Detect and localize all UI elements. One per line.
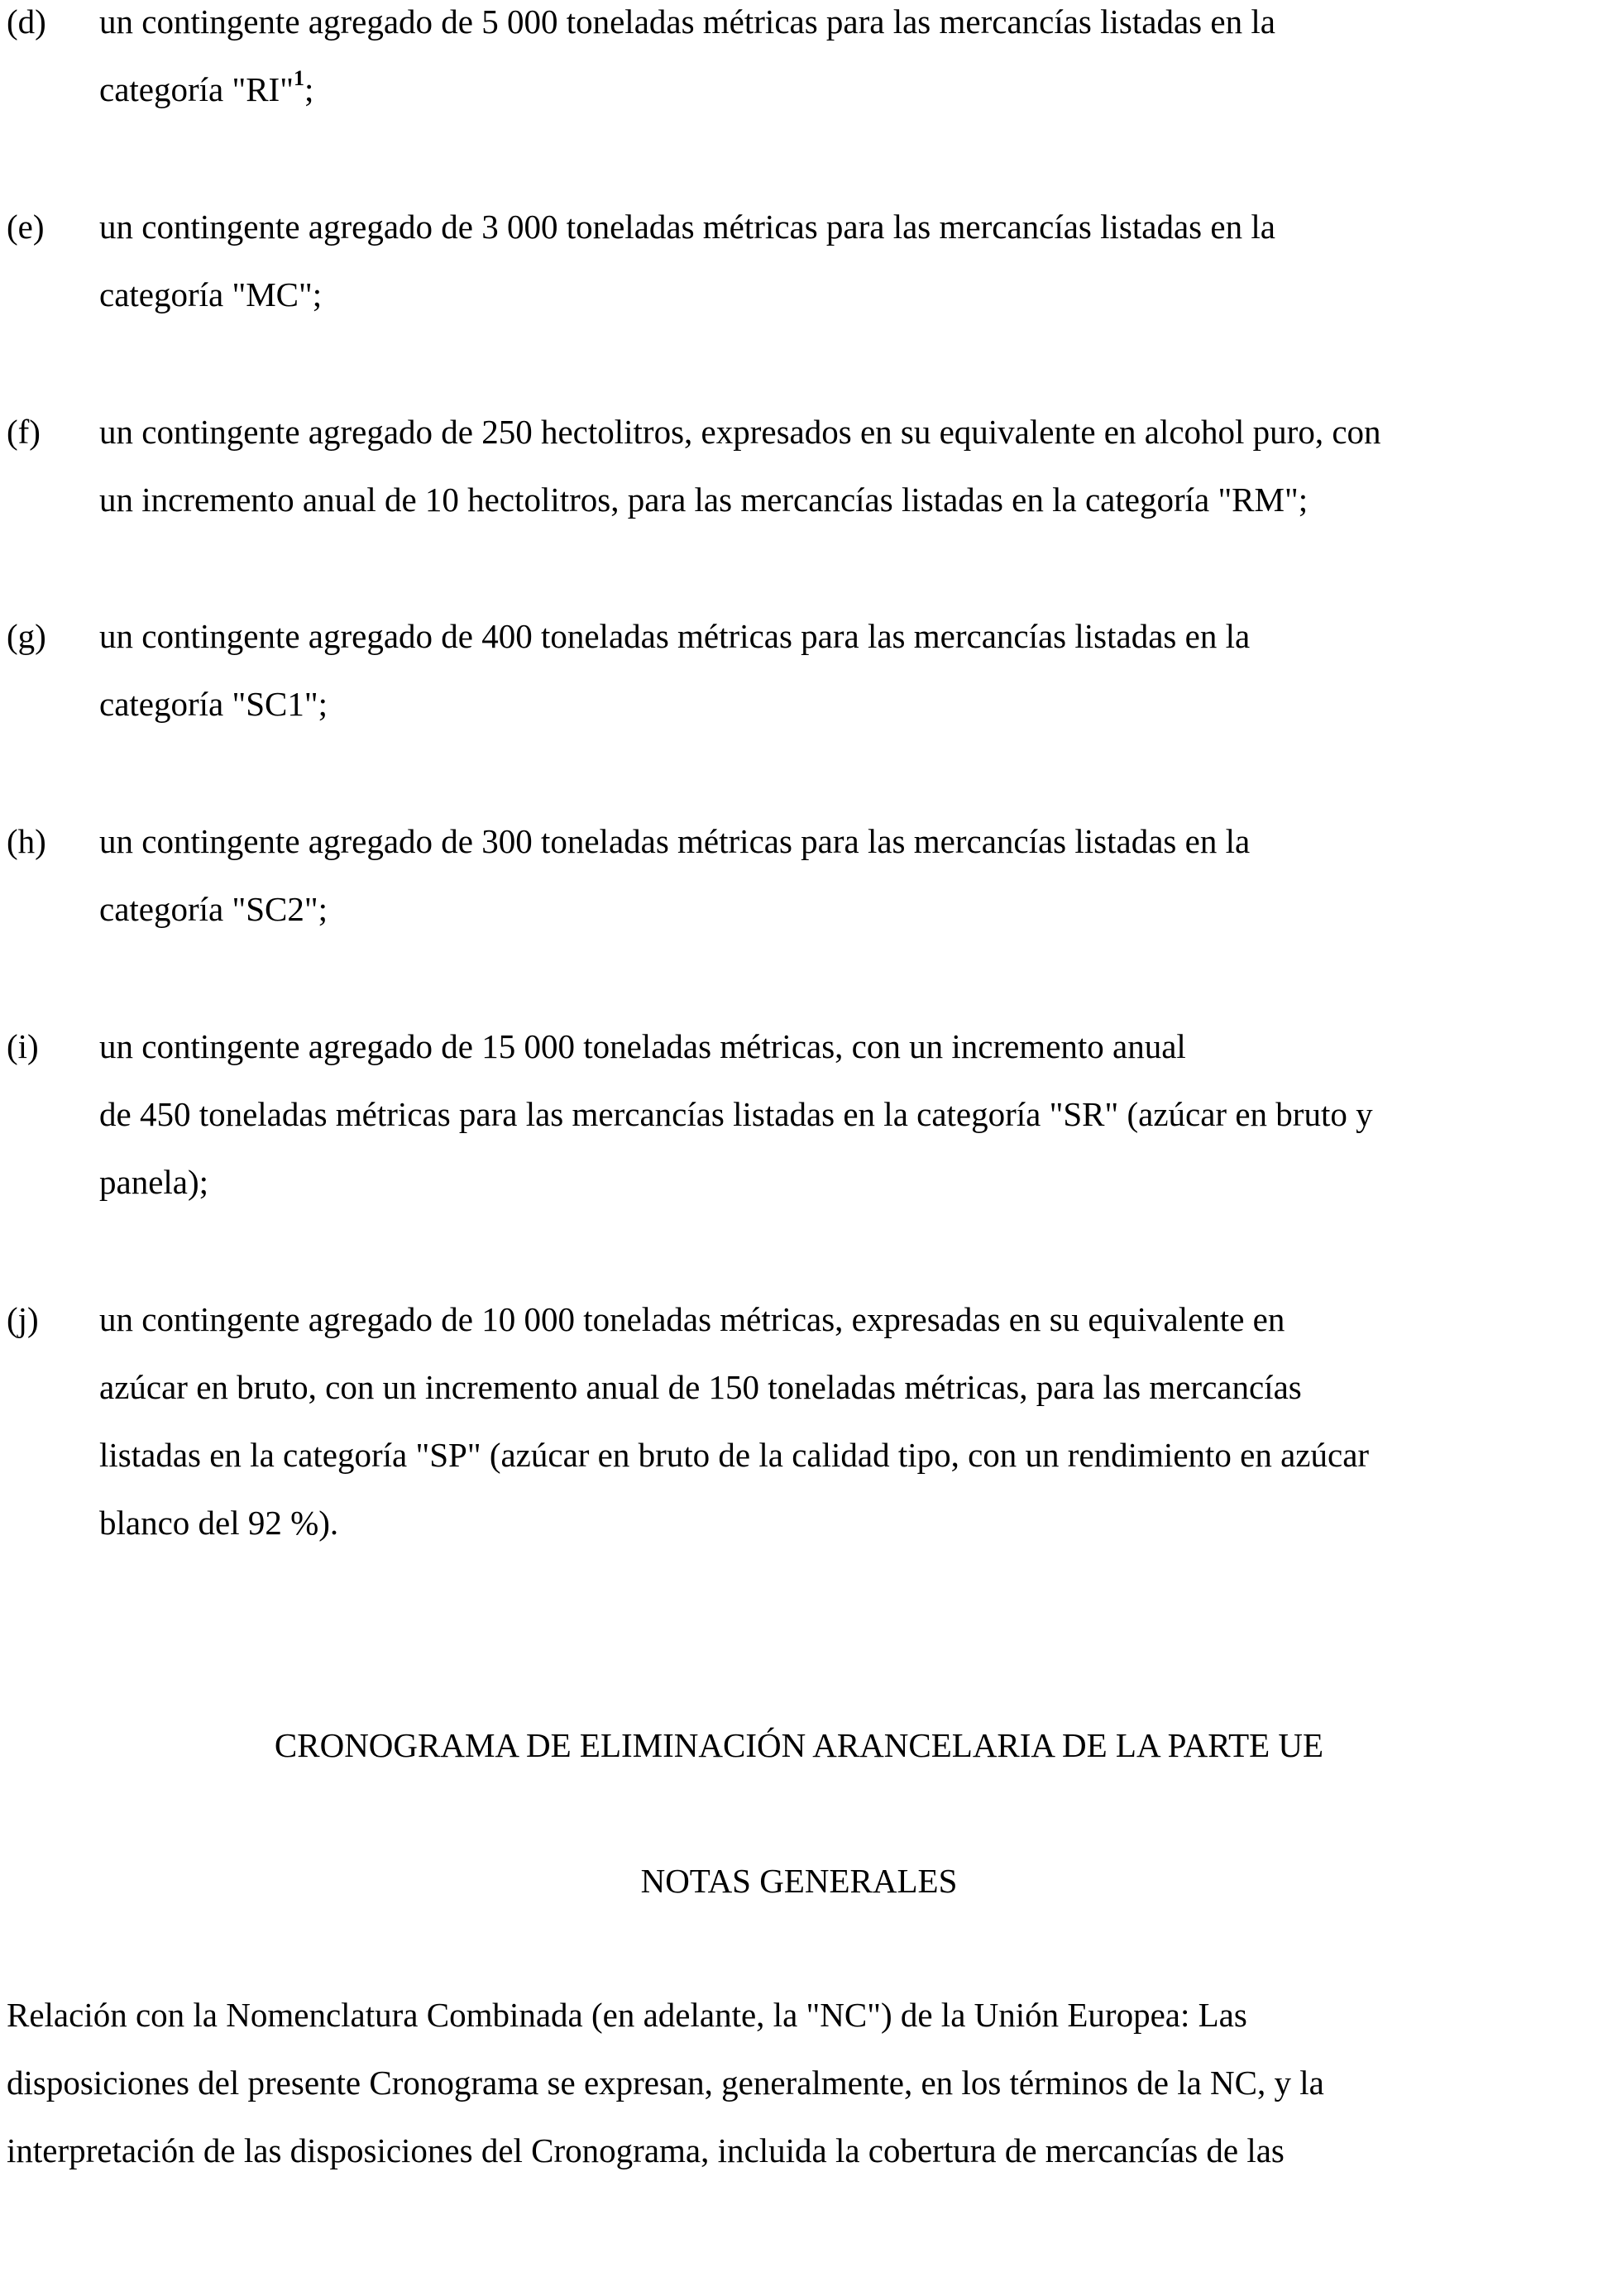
item-label: (d) bbox=[7, 2, 46, 41]
item-line: un contingente agregado de 5 000 toneladas métricas para las mercancías listadas en la bbox=[99, 2, 1275, 41]
item-line: un contingente agregado de 250 hectolitros, expresados en su equivalente en alcohol puro, con bbox=[99, 413, 1381, 451]
item-line: azúcar en bruto, con un incremento anual de 150 toneladas métricas, para las mercancías bbox=[99, 1368, 1302, 1406]
body-paragraph bbox=[7, 1981, 1578, 2184]
item-line: un incremento anual de 10 hectolitros, para las mercancías listadas en la categoría "RM"; bbox=[99, 481, 1309, 519]
item-line: un contingente agregado de 10 000 toneladas métricas, expresadas en su equivalente en bbox=[99, 1300, 1285, 1338]
item-text bbox=[99, 602, 1588, 738]
item-line: un contingente agregado de 3 000 toneladas métricas para las mercancías listadas en la bbox=[99, 208, 1275, 246]
item-line: blanco del 92 %). bbox=[99, 1504, 339, 1542]
section-heading: CRONOGRAMA DE ELIMINACIÓN ARANCELARIA DE LA PARTE UE bbox=[274, 1726, 1324, 1764]
item-label: (h) bbox=[7, 822, 46, 860]
item-text bbox=[99, 398, 1588, 533]
item-line: categoría "SC1"; bbox=[99, 685, 328, 723]
item-text bbox=[99, 1285, 1588, 1557]
item-line: de 450 toneladas métricas para las mercancías listadas en la categoría "SR" (azúcar en bruto y bbox=[99, 1095, 1373, 1133]
item-text bbox=[99, 0, 1588, 123]
item-label: (f) bbox=[7, 413, 41, 451]
paragraph-line: disposiciones del presente Cronograma se expresan, generalmente, en los términos de la NC, y la bbox=[7, 2064, 1324, 2102]
subsection-heading: NOTAS GENERALES bbox=[640, 1862, 958, 1900]
item-line: categoría "SC2"; bbox=[99, 890, 328, 928]
item-line: categoría "MC"; bbox=[99, 275, 323, 313]
paragraph-line: Relación con la Nomenclatura Combinada (en adelante, la "NC") de la Unión Europea: Las bbox=[7, 1996, 1247, 2034]
item-line-with-footnote bbox=[99, 55, 1588, 123]
item-label: (j) bbox=[7, 1300, 39, 1338]
paragraph-line: interpretación de las disposiciones del Cronograma, incluida la cobertura de mercancías de las bbox=[7, 2131, 1285, 2169]
item-line-punctuation: ; bbox=[304, 70, 314, 108]
item-line: un contingente agregado de 15 000 toneladas métricas, con un incremento anual bbox=[99, 1027, 1186, 1065]
item-line: un contingente agregado de 300 toneladas métricas para las mercancías listadas en la bbox=[99, 822, 1251, 860]
item-text bbox=[99, 1012, 1588, 1216]
item-label: (i) bbox=[7, 1027, 39, 1065]
footnote-reference[interactable]: 1 bbox=[293, 66, 304, 91]
item-label: (e) bbox=[7, 208, 45, 246]
item-text bbox=[99, 193, 1588, 328]
item-line-text: categoría "RI" bbox=[99, 70, 294, 108]
item-line: listadas en la categoría "SP" (azúcar en bruto de la calidad tipo, con un rendimiento en azúcar bbox=[99, 1436, 1370, 1474]
item-line: panela); bbox=[99, 1163, 209, 1201]
item-label: (g) bbox=[7, 617, 46, 655]
item-text bbox=[99, 807, 1588, 943]
item-line: un contingente agregado de 400 toneladas métricas para las mercancías listadas en la bbox=[99, 617, 1251, 655]
